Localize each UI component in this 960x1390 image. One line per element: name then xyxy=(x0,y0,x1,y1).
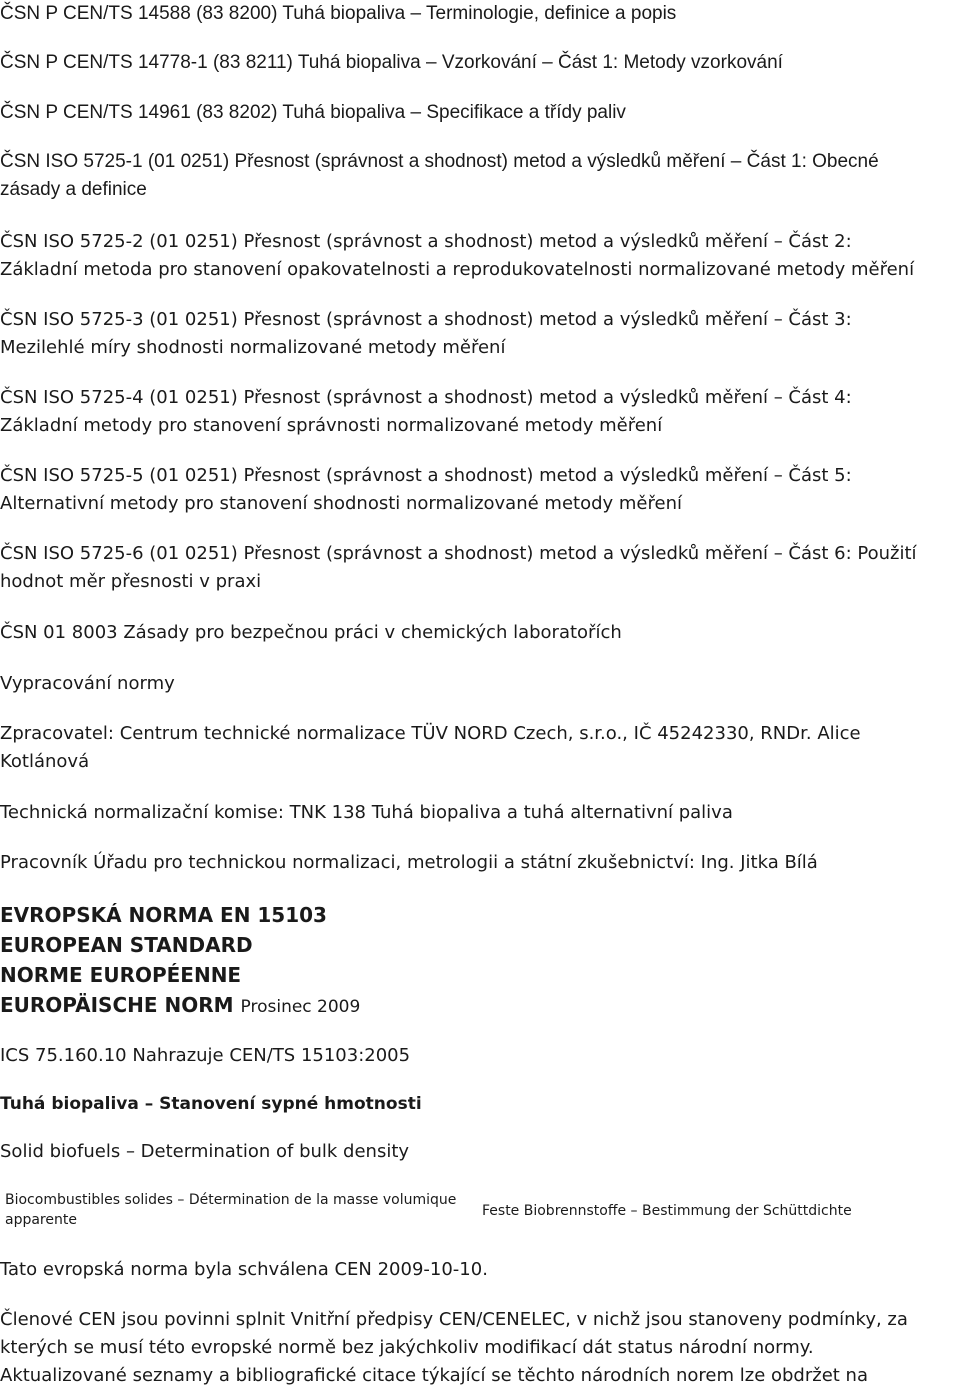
standard-ref-5 xyxy=(0,228,958,284)
preparation-office: Pracovník Úřadu pro technickou normalizaci, metrologii a státní zkušebnictví: Ing. Jitka Bílá xyxy=(0,852,818,873)
title-translations-row xyxy=(0,1190,960,1234)
standard-ref-9 xyxy=(0,540,958,596)
preparation-committee: Technická normalizační komise: TNK 138 Tuhá biopaliva a tuhá alternativní paliva xyxy=(0,802,733,823)
standard-ref-8-line2: Alternativní metody pro stanovení shodnosti normalizované metody měření xyxy=(0,493,682,514)
preparation-author-line1: Zpracovatel: Centrum technické normalizace TÜV NORD Czech, s.r.o., IČ 45242330, RNDr. Alice xyxy=(0,723,861,744)
standard-date: Prosinec 2009 xyxy=(240,997,361,1017)
standard-ref-7 xyxy=(0,384,958,440)
title-french: Biocombustibles solides – Détermination de la masse volumique apparente xyxy=(5,1192,457,1228)
standard-ref-6-line1: ČSN ISO 5725-3 (01 0251) Přesnost (správnost a shodnost) metod a výsledků měření – Část 3: xyxy=(0,309,852,330)
standard-ref-10: ČSN 01 8003 Zásady pro bezpečnou práci v chemických laboratořích xyxy=(0,622,622,643)
title-czech: Tuhá biopaliva – Stanovení sypné hmotnosti xyxy=(0,1094,422,1114)
standard-ref-9-line2: hodnot měr přesnosti v praxi xyxy=(0,571,262,592)
members-paragraph-line2: kterých se musí této evropské normě bez jakýchkoliv modifikací dát status národní normy. xyxy=(0,1337,814,1358)
approval-statement: Tato evropská norma byla schválena CEN 2009-10-10. xyxy=(0,1259,488,1280)
preparation-author xyxy=(0,720,958,776)
preparation-author-line2: Kotlánová xyxy=(0,751,90,772)
members-paragraph-line3: Aktualizované seznamy a bibliografické citace týkající se těchto národních norem lze obdržet na xyxy=(0,1365,868,1386)
standard-ref-8-line1: ČSN ISO 5725-5 (01 0251) Přesnost (správnost a shodnost) metod a výsledků měření – Část 5: xyxy=(0,465,852,486)
standard-ref-5-line1: ČSN ISO 5725-2 (01 0251) Přesnost (správnost a shodnost) metod a výsledků měření – Část 2: xyxy=(0,231,852,252)
standard-header xyxy=(0,900,958,1022)
standard-ref-2: ČSN P CEN/TS 14778-1 (83 8211) Tuhá biopaliva – Vzorkování – Část 1: Metody vzorkování xyxy=(0,52,783,73)
standard-ref-4-line1: ČSN ISO 5725-1 (01 0251) Přesnost (správnost a shodnost) metod a výsledků měření – Část 1: Obecné xyxy=(0,151,879,172)
standard-header-line1: EVROPSKÁ NORMA EN 15103 xyxy=(0,903,327,927)
standard-ref-6 xyxy=(0,306,958,362)
standard-ref-6-line2: Mezilehlé míry shodnosti normalizované metody měření xyxy=(0,337,506,358)
title-german: Feste Biobrennstoffe – Bestimmung der Schüttdichte xyxy=(482,1203,852,1219)
standard-ref-7-line1: ČSN ISO 5725-4 (01 0251) Přesnost (správnost a shodnost) metod a výsledků měření – Část 4: xyxy=(0,387,852,408)
standard-ref-7-line2: Základní metody pro stanovení správnosti normalizované metody měření xyxy=(0,415,663,436)
ics-line: ICS 75.160.10 Nahrazuje CEN/TS 15103:2005 xyxy=(0,1045,411,1066)
standard-header-line4 xyxy=(0,990,958,1022)
standard-ref-9-line1: ČSN ISO 5725-6 (01 0251) Přesnost (správnost a shodnost) metod a výsledků měření – Část 6: Použití xyxy=(0,543,917,564)
standard-ref-4 xyxy=(0,148,958,204)
standard-ref-8 xyxy=(0,462,958,518)
standard-ref-1: ČSN P CEN/TS 14588 (83 8200) Tuhá biopaliva – Terminologie, definice a popis xyxy=(0,3,677,24)
members-paragraph-line1: Členové CEN jsou povinni splnit Vnitřní předpisy CEN/CENELEC, v nichž jsou stanoveny podmínky, za xyxy=(0,1309,908,1330)
title-english: Solid biofuels – Determination of bulk density xyxy=(0,1141,410,1162)
standard-header-line2: EUROPEAN STANDARD xyxy=(0,933,253,957)
members-paragraph xyxy=(0,1306,958,1390)
standard-ref-5-line2: Základní metoda pro stanovení opakovatelnosti a reprodukovatelnosti normalizované metody měření xyxy=(0,259,915,280)
standard-header-line3: NORME EUROPÉENNE xyxy=(0,963,242,987)
standard-ref-3: ČSN P CEN/TS 14961 (83 8202) Tuhá biopaliva – Specifikace a třídy paliv xyxy=(0,102,626,123)
standard-ref-4-line2: zásady a definice xyxy=(0,179,147,200)
standard-header-line4-text: EUROPÄISCHE NORM xyxy=(0,993,234,1017)
preparation-heading: Vypracování normy xyxy=(0,673,175,694)
